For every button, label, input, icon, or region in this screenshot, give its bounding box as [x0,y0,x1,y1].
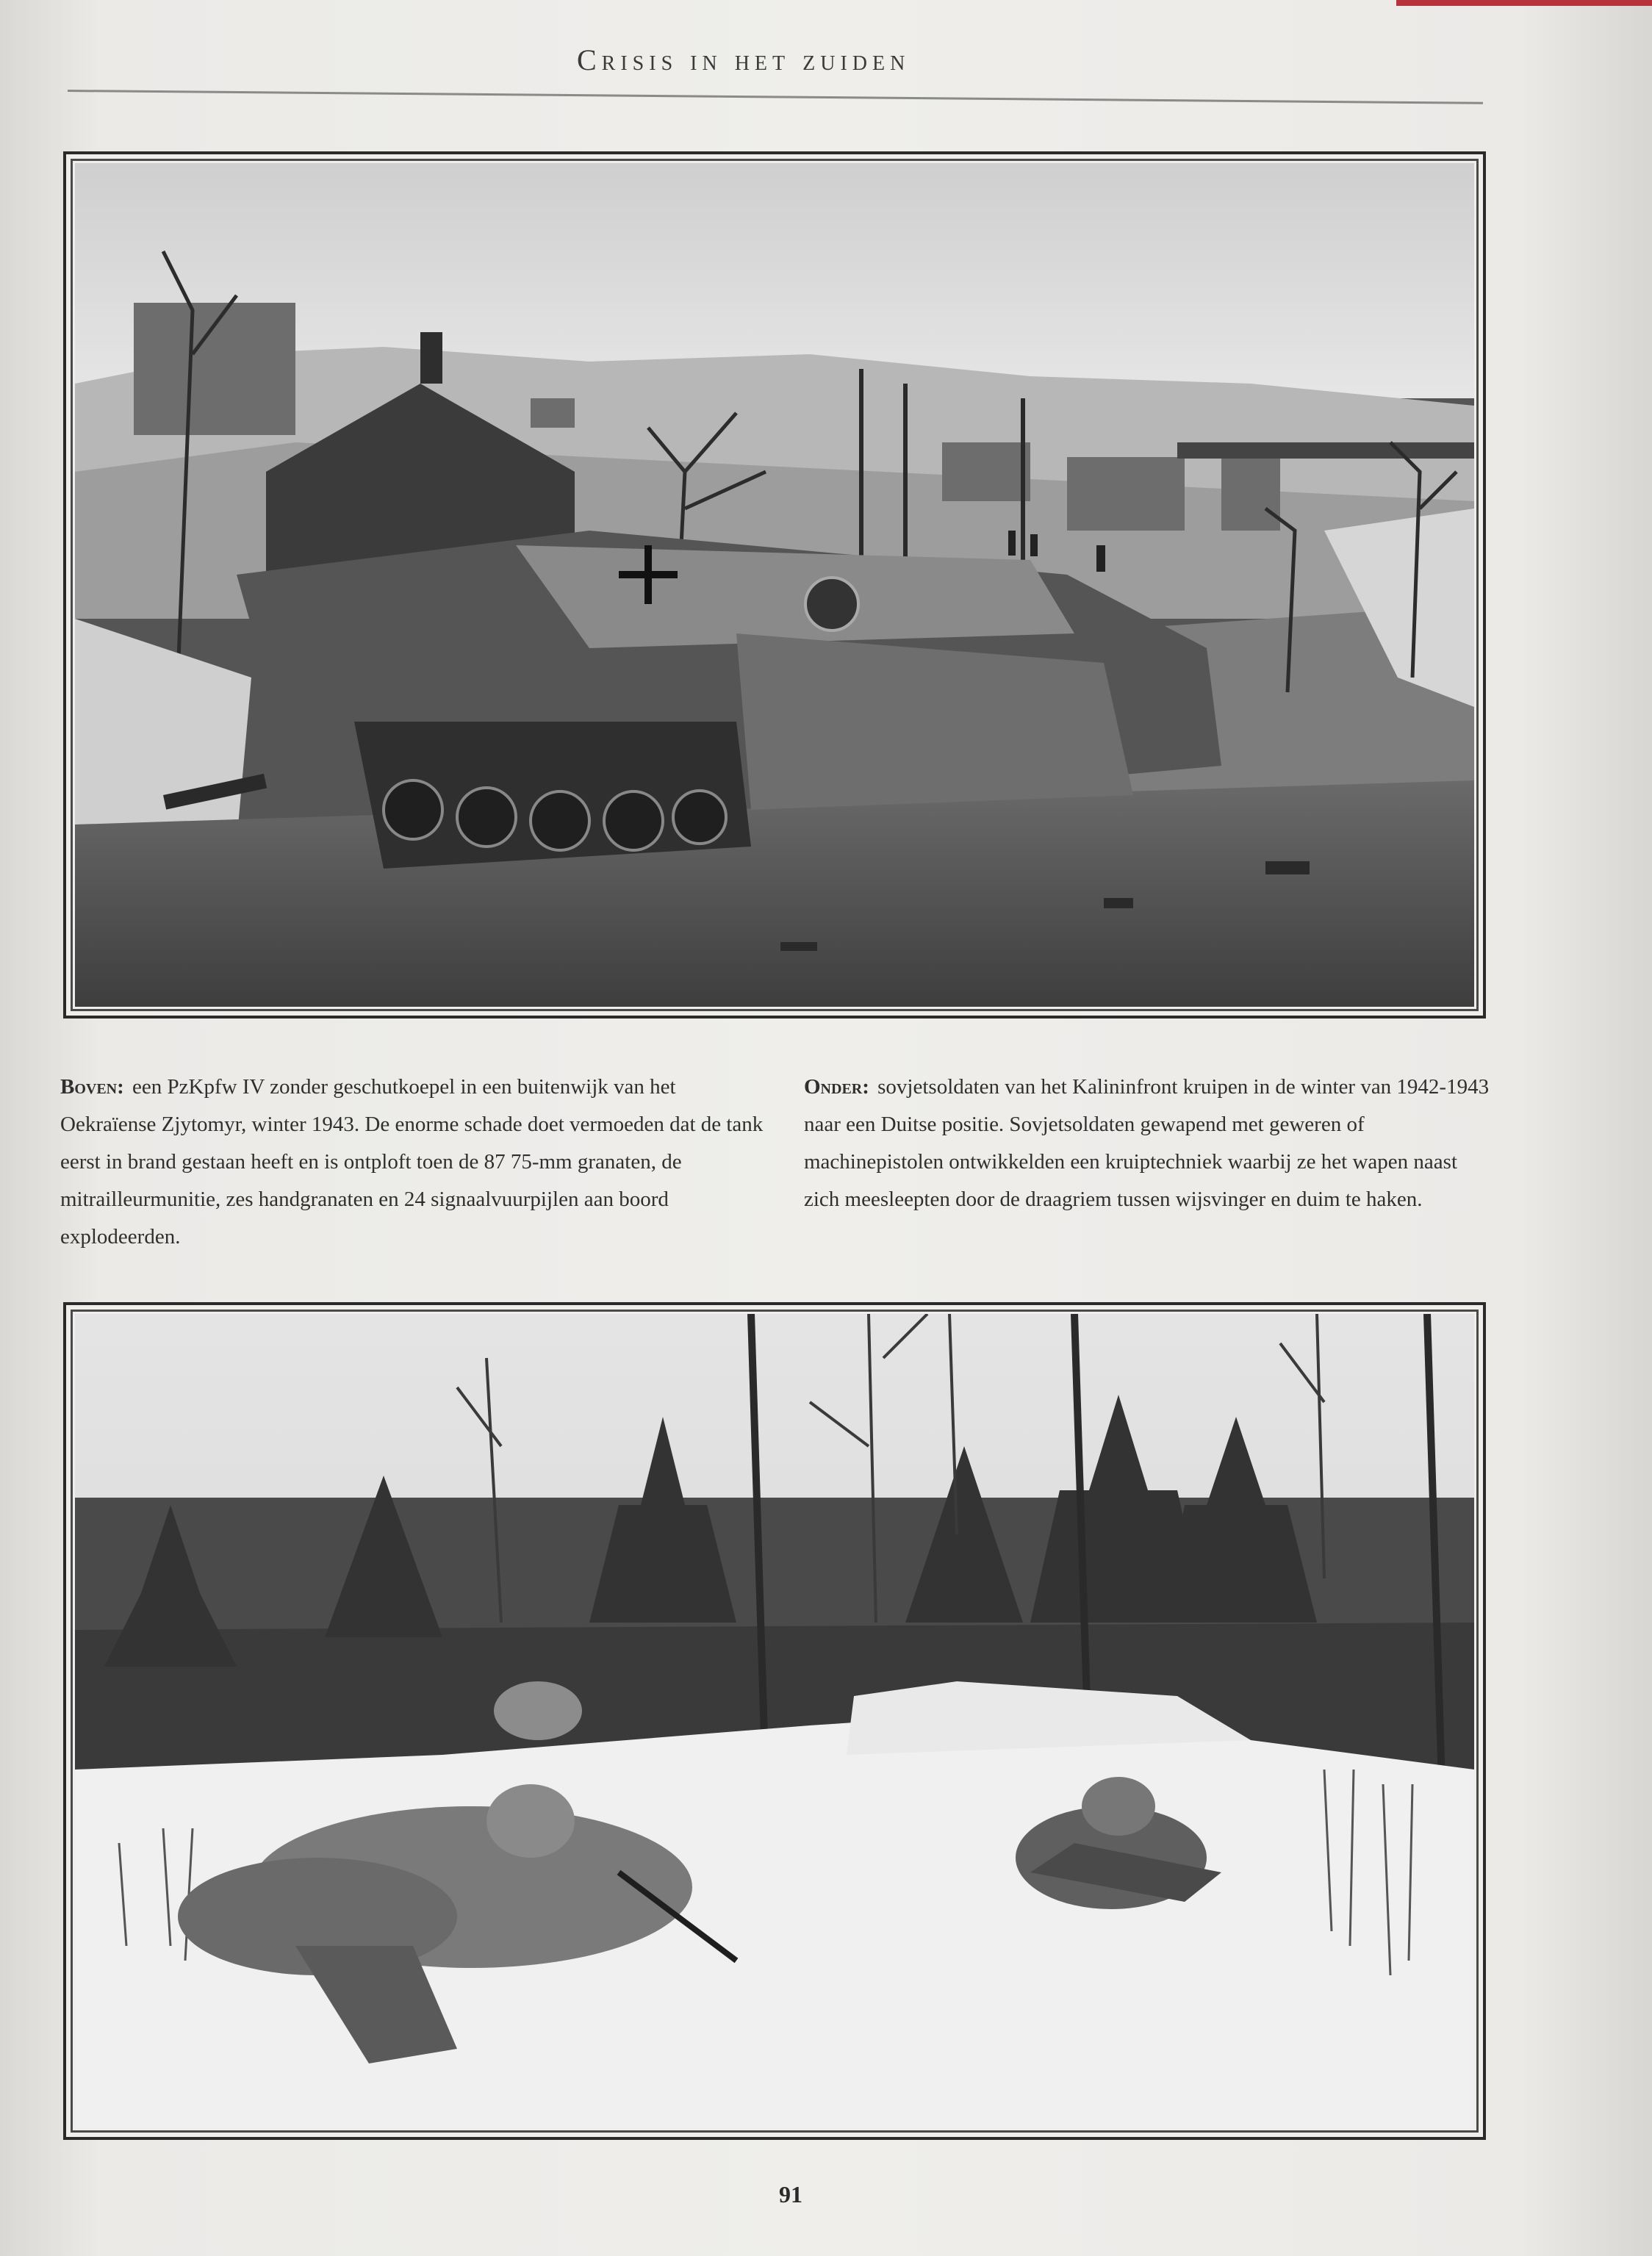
caption-text: een PzKpfw IV zonder geschutkoepel in een buitenwijk van het Oekraïense Zjytomyr, winter 1943. De enorme schade doet vermoeden dat de tank eerst in brand gestaan heeft en is ontploft toen de 87 75-mm granaten, de mitrailleurmunitie, zes handgranaten en 24 signaalvuurpijlen aan boord explodeerden. [60,1075,764,1249]
tank-photo [63,151,1486,1019]
caption-lead: Onder: [804,1075,869,1099]
running-title: Crisis in het zuiden [577,43,911,76]
soldiers-photo-image [75,1314,1474,2128]
caption-text: sovjetsoldaten van het Kalininfront kruipen in de winter van 1942-1943 naar een Duitse positie. Sovjetsoldaten gewapend met geweren of machinepistolen ontwikkelden een kruiptechniek waarbij ze het wapen naast zich meesleepten door de draagriem tussen wijsvinger en duim te haken. [804,1075,1490,1211]
caption-lead: Boven: [60,1075,124,1099]
soldiers-photo [63,1302,1486,2140]
header-rule [68,90,1483,104]
cover-edge [1396,0,1652,6]
tank-photo-image [75,163,1474,1007]
caption-bottom-photo [804,1068,1495,1218]
caption-top-photo [60,1068,766,1256]
page-number: 91 [779,2181,802,2207]
